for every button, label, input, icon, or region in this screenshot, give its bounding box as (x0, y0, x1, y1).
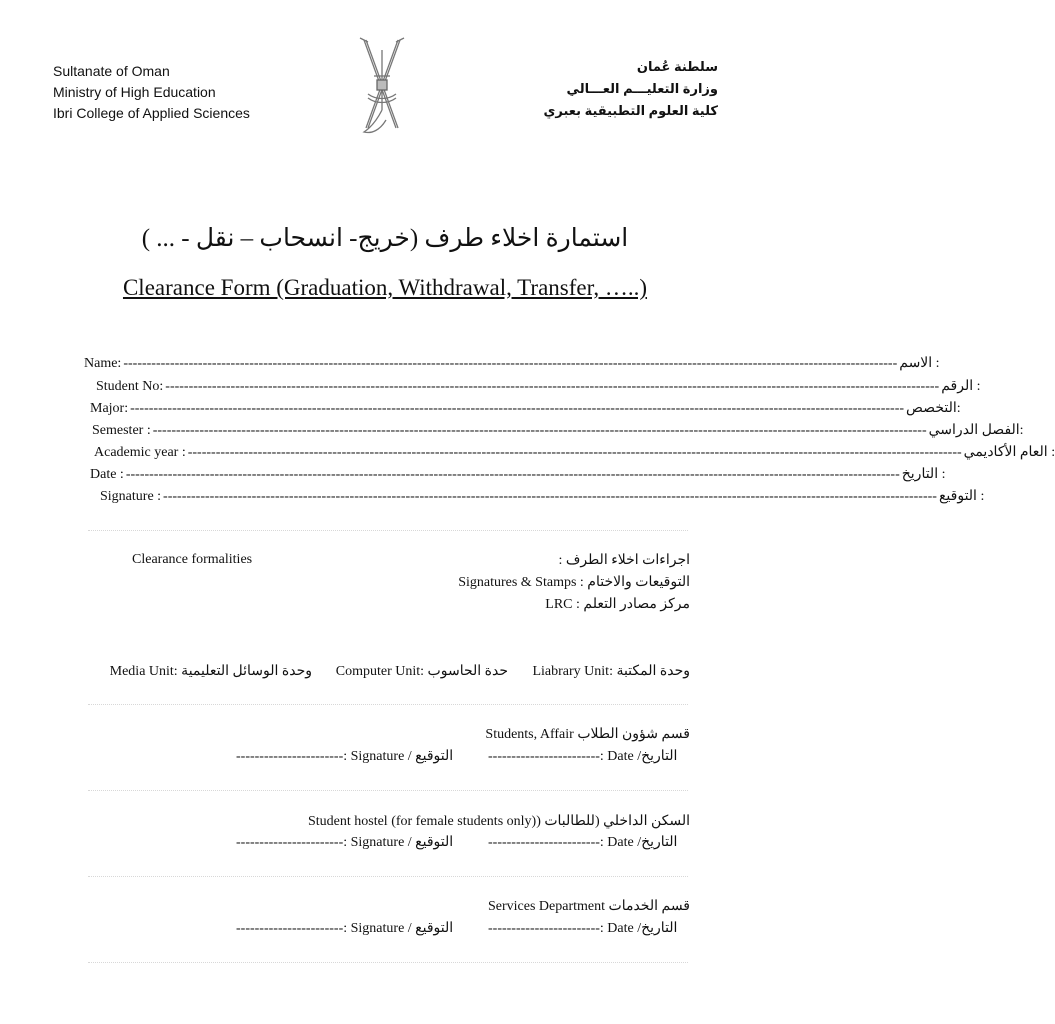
signature-label: التوقيع / Signature : (343, 749, 454, 764)
field-label-en: Major: (90, 401, 129, 416)
title-ar: استمارة اخلاء طرف (خريج- انسحاب – نقل - ... ) (141, 225, 629, 252)
field-label-ar: :الفصل الدراسي (928, 423, 1024, 438)
field-label-en: Academic year : (94, 445, 186, 460)
divider (88, 530, 688, 531)
signature-dashes: ----------------------- (236, 835, 344, 850)
dash-fill: ---------------------------------------------------------------------------------------------------------------------------------------------------------------------- (187, 445, 962, 460)
date-dashes: ------------------------ (488, 749, 600, 764)
signature-dashes: ----------------------- (236, 749, 344, 764)
signature-field (100, 487, 985, 507)
field-label-ar: :التخصص (906, 401, 961, 416)
date-label: التاريخ/ Date : (599, 835, 678, 850)
dash-fill: ---------------------------------------------------------------------------------------------------------------------------------------------------------------------- (152, 423, 927, 438)
date-field (90, 465, 946, 485)
signature-dashes: ----------------------- (236, 921, 344, 936)
dash-fill: ---------------------------------------------------------------------------------------------------------------------------------------------------------------------- (165, 379, 940, 394)
dash-fill: ---------------------------------------------------------------------------------------------------------------------------------------------------------------------- (125, 467, 900, 482)
oman-emblem-icon (356, 36, 408, 142)
signature-row (236, 834, 453, 851)
title-en: Clearance Form (Graduation, Withdrawal, Transfer, …..) (122, 275, 648, 300)
signature-row (236, 920, 453, 937)
divider (88, 790, 688, 791)
library-unit-label: وحدة المكتبة :Liabrary Unit (532, 664, 690, 679)
date-label: التاريخ/ Date : (599, 921, 678, 936)
field-label-en: Name: (84, 356, 122, 371)
field-label-en: Date : (90, 467, 124, 482)
date-dashes: ------------------------ (488, 921, 600, 936)
header-en-line-2: Ministry of High Education (53, 84, 216, 100)
field-label-ar: : العام الأكاديمي (963, 445, 1055, 460)
semester-field (92, 421, 1024, 441)
field-label-ar: : التوقيع (938, 489, 985, 504)
field-label-en: Signature : (100, 489, 162, 504)
formalities-en: Clearance formalities (132, 552, 253, 567)
field-label-ar: : الاسم (899, 356, 940, 371)
computer-unit-label: حدة الحاسوب :Computer Unit (335, 664, 508, 679)
date-row (488, 834, 677, 851)
header-en-line-1: Sultanate of Oman (53, 63, 170, 79)
field-label-en: Student No: (96, 379, 164, 394)
dash-fill: ---------------------------------------------------------------------------------------------------------------------------------------------------------------------- (123, 356, 898, 371)
dash-fill: ---------------------------------------------------------------------------------------------------------------------------------------------------------------------- (163, 489, 937, 504)
formalities-ar: اجراءات اخلاء الطرف : (558, 553, 690, 568)
divider (88, 704, 688, 705)
date-row (488, 748, 677, 765)
media-unit-label: وحدة الوسائل التعليمية :Media Unit (109, 664, 312, 679)
field-label-ar: : الرقم (941, 379, 981, 394)
header-ar-line-1: سلطنة عُمان (636, 59, 718, 74)
divider (88, 876, 688, 877)
header-ar-line-2: وزارة التعليـــم العـــالي (566, 81, 718, 96)
header-ar-line-3: كلية العلوم التطبيقية بعبري (543, 103, 718, 118)
field-label-ar: : التاريخ (901, 467, 946, 482)
student-hostel-title: السكن الداخلي (للطالبات (Student hostel (for female students only) (307, 814, 690, 829)
header-ar (543, 56, 718, 122)
academic-year-field (94, 443, 1055, 463)
field-label-en: Semester : (92, 423, 151, 438)
header-en-line-3: Ibri College of Applied Sciences (53, 105, 250, 121)
signature-label: التوقيع / Signature : (343, 835, 454, 850)
students-affair-title: قسم شؤون الطلاب Students, Affair (485, 727, 690, 742)
divider (88, 962, 688, 963)
name-field (84, 354, 940, 374)
date-label: التاريخ/ Date : (599, 749, 678, 764)
major-field (90, 399, 961, 419)
date-dashes: ------------------------ (488, 835, 600, 850)
signature-row (236, 748, 453, 765)
lrc-label: مركز مصادر التعلم : LRC (545, 597, 690, 612)
header-en (53, 61, 250, 124)
signatures-stamps-label: التوقيعات والاختام : Signatures & Stamps (458, 575, 690, 590)
date-row (488, 920, 677, 937)
dash-fill: ---------------------------------------------------------------------------------------------------------------------------------------------------------------------- (130, 401, 905, 416)
signature-label: التوقيع / Signature : (343, 921, 454, 936)
student-no-field (96, 377, 981, 397)
services-department-title: قسم الخدمات Services Department (488, 899, 690, 914)
